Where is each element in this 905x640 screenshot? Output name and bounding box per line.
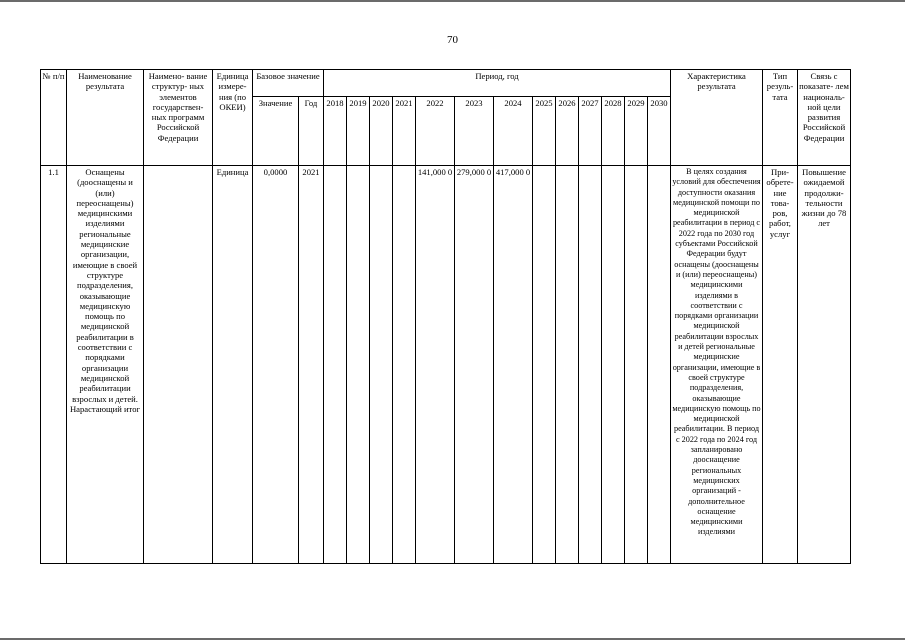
- header-characteristic: Характеристика результата: [671, 70, 763, 166]
- row-struct: [144, 166, 213, 564]
- row-unit: Единица: [213, 166, 253, 564]
- row-year-value: [579, 166, 602, 564]
- header-year: 2024: [494, 97, 533, 166]
- header-year: 2025: [533, 97, 556, 166]
- header-year: 2030: [648, 97, 671, 166]
- row-year-value: [648, 166, 671, 564]
- page-number: 70: [447, 34, 458, 46]
- row-base-year: 2021: [299, 166, 324, 564]
- row-type: При- обрете- ние това- ров, работ, услуг: [763, 166, 798, 564]
- header-link: Связь с показате- лем националь- ной цели развития Российской Федерации: [798, 70, 851, 166]
- header-year: 2020: [370, 97, 393, 166]
- header-year: 2026: [556, 97, 579, 166]
- header-period: Период, год: [324, 70, 671, 97]
- page-top-edge: [0, 0, 905, 2]
- header-base-year: Год: [299, 97, 324, 166]
- header-year: 2028: [602, 97, 625, 166]
- header-struct: Наимено- вание структур- ных элементов государствен- ных программ Российской Федерации: [144, 70, 213, 166]
- row-year-value: 417,000 0: [494, 166, 533, 564]
- row-year-value: [370, 166, 393, 564]
- row-characteristic: В целях создания условий для обеспечения доступности оказания медицинской помощи по медицинской реабилитации в период с 2022 года по 2030 год субъектами Российской Федерации будут оснащены (дооснащены и (или) переоснащены) медицинскими изделиями в соответствии с порядками организации медицинской реабилитации взрослых и детей региональные медицинские организации, имеющие в своей структуре подразделения, оказывающие медицинскую помощь по медицинской реабилитации. В период с 2022 года по 2024 год запланировано дооснащение региональных медицинских организаций - дополнительное оснащение медицинскими изделиями: [671, 166, 763, 564]
- results-table: [40, 69, 851, 564]
- row-year-value: 141,000 0: [416, 166, 455, 564]
- header-year: 2021: [393, 97, 416, 166]
- table-row: [41, 166, 851, 564]
- row-year-value: [602, 166, 625, 564]
- row-year-value: [393, 166, 416, 564]
- row-year-value: [533, 166, 556, 564]
- row-year-value: [324, 166, 347, 564]
- row-year-value: [556, 166, 579, 564]
- header-row: [41, 70, 851, 97]
- row-year-value: [347, 166, 370, 564]
- header-year: 2023: [455, 97, 494, 166]
- header-base: Базовое значение: [253, 70, 324, 97]
- header-num: № п/п: [41, 70, 67, 166]
- header-year: 2029: [625, 97, 648, 166]
- header-type: Тип резуль- тата: [763, 70, 798, 166]
- header-name: Наименование результата: [67, 70, 144, 166]
- header-year: 2019: [347, 97, 370, 166]
- row-link: Повышение ожидаемой продолжи- тельности жизни до 78 лет: [798, 166, 851, 564]
- row-year-value: 279,000 0: [455, 166, 494, 564]
- header-unit: Единица измере- ния (по ОКЕИ): [213, 70, 253, 166]
- header-year: 2022: [416, 97, 455, 166]
- row-base-value: 0,0000: [253, 166, 299, 564]
- header-base-value: Значение: [253, 97, 299, 166]
- row-name: Оснащены (дооснащены и (или) переоснащены) медицинскими изделиями региональные медицинские организации, имеющие в своей структуре подразделения, оказывающие медицинскую помощь по медицинской реабилитации в соответствии с порядками организации медицинской реабилитации взрослых и детей. Нарастающий итог: [67, 166, 144, 564]
- row-year-value: [625, 166, 648, 564]
- header-year: 2027: [579, 97, 602, 166]
- header-year: 2018: [324, 97, 347, 166]
- row-num: 1.1: [41, 166, 67, 564]
